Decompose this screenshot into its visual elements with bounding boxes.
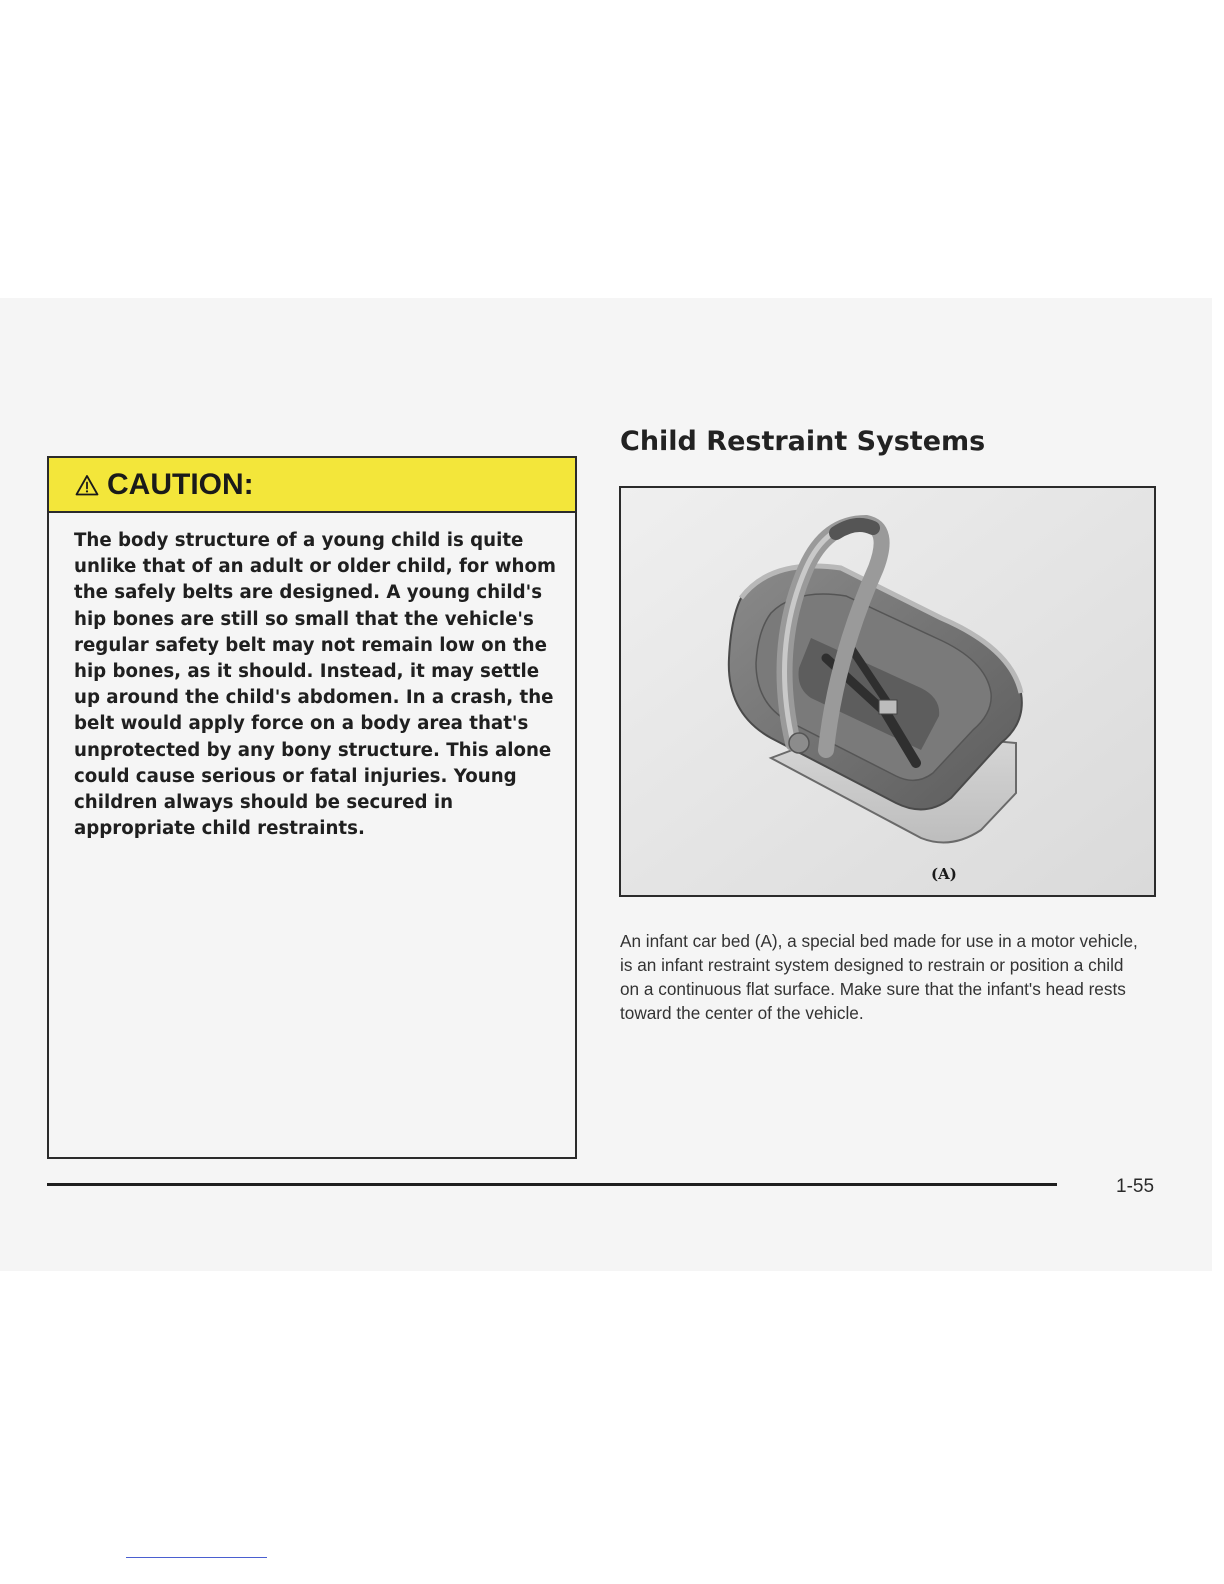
- page-number: 1-55: [1116, 1176, 1155, 1197]
- link-underline: [126, 1557, 267, 1558]
- warning-triangle-icon: [75, 474, 99, 496]
- caution-title: CAUTION:: [107, 467, 254, 501]
- footer-rule: [47, 1183, 1057, 1186]
- caution-box: [47, 456, 577, 1159]
- infant-car-bed-figure: [619, 486, 1156, 897]
- scanned-page: [0, 298, 1212, 1271]
- body-paragraph: An infant car bed (A), a special bed made for use in a motor vehicle, is an infant restraint system designed to restrain or position a child on a continuous flat surface. Make sure that the infant's head rests toward the center of the vehicle.: [620, 931, 1138, 1023]
- caution-header: [49, 458, 575, 513]
- infant-car-bed-illustration: [621, 488, 1154, 895]
- section-title: Child Restraint Systems: [620, 426, 986, 457]
- figure-label: (A): [931, 865, 957, 883]
- caution-text: The body structure of a young child is quite unlike that of an adult or older child, for whom the safely belts are designed. A young child's hip bones are still so small that the vehicle's regular safety belt may not remain low on the hip bones, as it should. Instead, it may settle up around the child's abdomen. In a crash, the belt would apply force on a body area that's unprotected by any bony structure. This alone could cause serious or fatal injuries. Young children always should be secured in appropriate child restraints.: [74, 530, 556, 840]
